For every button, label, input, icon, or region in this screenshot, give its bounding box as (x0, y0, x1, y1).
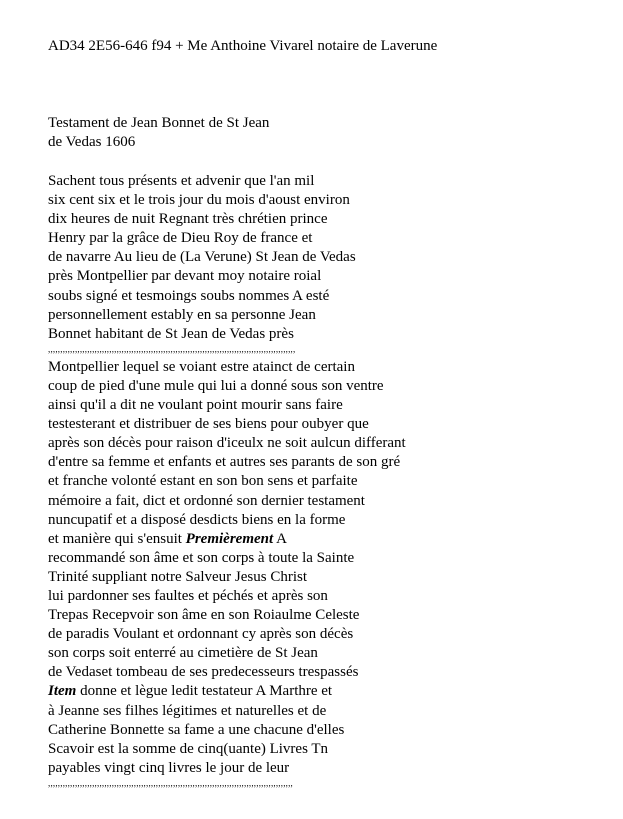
separator-line: ,,,,,,,,,,,,,,,,,,,,,,,,,,,,,,,,,,,,,,,,,,,,,,,,,,,,,,,,,,,,,,,,,,,,,,,,,,,,,,,,,,,,,,,,,,,,,,,,,,,, (48, 777, 293, 788)
title-line-1: Testament de Jean Bonnet de St Jean (48, 115, 270, 131)
text-line: Henry par la grâce de Dieu Roy de france et (48, 230, 313, 247)
text-line: près Montpellier par devant moy notaire roial (48, 268, 322, 285)
text-line: soubs signé et tesmoings soubs nommes A esté (48, 287, 330, 304)
text-line: lui pardonner ses faultes et péchés et après son (48, 587, 328, 604)
text-line: après son décès pour raison d'iceulx ne soit aulcun differant (48, 435, 406, 452)
text-segment: et manière qui s'ensuit (48, 530, 186, 547)
text-line: personnellement estably en sa personne Jean (48, 306, 316, 323)
text-line: et franche volonté estant en son bon sens et parfaite (48, 473, 358, 490)
text-line: Scavoir est la somme de cinq(uante) Livres Tn (48, 740, 329, 757)
emphasis-item: Item (48, 683, 77, 700)
text-line-item (48, 682, 406, 701)
text-line: mémoire a fait, dict et ordonné son dernier testament (48, 492, 365, 509)
text-segment: A (273, 530, 287, 547)
text-line: de navarre Au lieu de (La Verune) St Jean de Vedas (48, 249, 356, 266)
title-line-2: de Vedas 1606 (48, 134, 136, 150)
document-body (48, 172, 406, 792)
text-line: dix heures de nuit Regnant très chrétien prince (48, 211, 328, 228)
text-line: six cent six et le trois jour du mois d'aoust environ (48, 192, 350, 209)
text-line: de Vedaset tombeau de ses predecesseurs trespassés (48, 664, 359, 681)
text-line: son corps soit enterré au cimetière de St Jean (48, 645, 318, 662)
text-line: payables vingt cinq livres le jour de leur (48, 759, 290, 776)
text-line: coup de pied d'une mule qui lui a donné sous son ventre (48, 377, 384, 394)
text-line: à Jeanne ses filhes légitimes et naturelles et de (48, 702, 327, 719)
document-title (48, 114, 269, 152)
text-line: de paradis Voulant et ordonnant cy après son décès (48, 626, 354, 643)
text-line: testesterant et distribuer de ses biens pour oubyer que (48, 416, 369, 433)
text-line: recommandé son âme et son corps à toute la Sainte (48, 549, 355, 566)
text-line: Catherine Bonnette sa fame a une chacune d'elles (48, 721, 345, 738)
separator-line: ,,,,,,,,,,,,,,,,,,,,,,,,,,,,,,,,,,,,,,,,,,,,,,,,,,,,,,,,,,,,,,,,,,,,,,,,,,,,,,,,,,,,,,,,,,,,,,,,,,,,, (48, 343, 296, 354)
text-line: Sachent tous présents et advenir que l'an mil (48, 173, 315, 189)
text-segment: donne et lègue ledit testateur A Marthre et (76, 683, 333, 700)
text-line: ainsi qu'il a dit ne voulant point mourir sans faire (48, 397, 343, 414)
emphasis-premierement: Premièrement (185, 530, 274, 547)
text-line: nuncupatif et a disposé desdicts biens en la forme (48, 511, 346, 528)
text-line: Trepas Recepvoir son âme en son Roiaulme Celeste (48, 607, 360, 624)
text-line: Montpellier lequel se voiant estre atainct de certain (48, 358, 355, 375)
text-line: Trinité suppliant notre Salveur Jesus Christ (48, 568, 308, 585)
document-header: AD34 2E56-646 f94 + Me Anthoine Vivarel notaire de Laverune (48, 38, 438, 54)
text-line: Bonnet habitant de St Jean de Vedas près (48, 325, 294, 342)
text-line-premierement (48, 530, 406, 549)
text-line: d'entre sa femme et enfants et autres ses parants de son gré (48, 454, 401, 471)
